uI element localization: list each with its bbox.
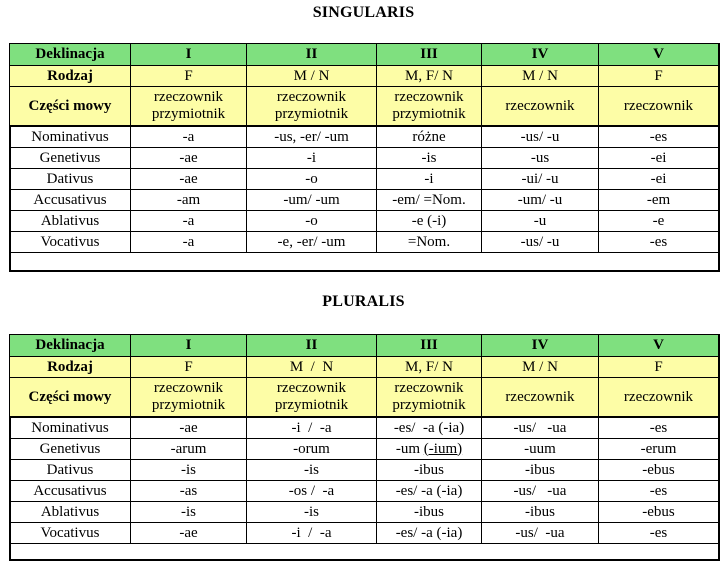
ending-cell: -uum — [482, 439, 599, 460]
rodzaj-cell: F — [131, 66, 247, 87]
case-row — [10, 481, 719, 502]
ending-cell: -a — [131, 211, 247, 232]
ending-cell: -em/ =Nom. — [377, 190, 482, 211]
ending-cell: -i — [377, 169, 482, 190]
ending-cell: -um/ -um — [247, 190, 377, 211]
underlined-ending: (-ium) — [423, 440, 463, 457]
ending-cell: =Nom. — [377, 232, 482, 253]
header-cell: Deklinacja — [10, 44, 131, 66]
ending-cell: -o — [247, 169, 377, 190]
czesci-label: Części mowy — [10, 378, 131, 418]
singularis-table — [9, 43, 719, 253]
ending-cell: -erum — [599, 439, 719, 460]
ending-cell: -os / -a — [247, 481, 377, 502]
ending-cell: -es — [599, 232, 719, 253]
case-row — [10, 502, 719, 523]
ending-cell: -i / -a — [247, 523, 377, 544]
case-name: Accusativus — [10, 481, 131, 502]
ending-cell: -ei — [599, 148, 719, 169]
ending-cell: -ibus — [377, 460, 482, 481]
rodzaj-cell: M / N — [482, 357, 599, 378]
header-row — [10, 44, 719, 66]
ending-cell: -ibus — [377, 502, 482, 523]
header-cell: III — [377, 335, 482, 357]
ending-cell: -am — [131, 190, 247, 211]
header-cell: Deklinacja — [10, 335, 131, 357]
czesci-cell: rzeczownik przymiotnik — [131, 87, 247, 127]
ending-cell: -ae — [131, 523, 247, 544]
ending-cell: -us, -er/ -um — [247, 126, 377, 148]
rodzaj-cell: M / N — [247, 66, 377, 87]
rodzaj-cell: F — [599, 357, 719, 378]
czesci-cell: rzeczownik — [599, 87, 719, 127]
ending-cell: -es/ -a (-ia) — [377, 523, 482, 544]
ending-cell: -us/ -ua — [482, 417, 599, 439]
ending-cell: -is — [131, 460, 247, 481]
ending-cell: -e — [599, 211, 719, 232]
rodzaj-cell: M, F/ N — [377, 66, 482, 87]
header-cell: I — [131, 44, 247, 66]
header-cell: I — [131, 335, 247, 357]
header-cell: III — [377, 44, 482, 66]
rodzaj-cell: M / N — [482, 66, 599, 87]
ending-cell: -em — [599, 190, 719, 211]
header-cell: V — [599, 335, 719, 357]
case-row — [10, 232, 719, 253]
ending-cell: -ibus — [482, 502, 599, 523]
czesci-cell: rzeczownik przymiotnik — [377, 87, 482, 127]
ending-cell: -arum — [131, 439, 247, 460]
ending-cell: -as — [131, 481, 247, 502]
ending-cell: -ibus — [482, 460, 599, 481]
ending-cell: -ui/ -u — [482, 169, 599, 190]
rodzaj-label: Rodzaj — [10, 357, 131, 378]
rodzaj-label: Rodzaj — [10, 66, 131, 87]
case-name: Genetivus — [10, 439, 131, 460]
ending-cell: -us/ -u — [482, 126, 599, 148]
rodzaj-cell: F — [131, 357, 247, 378]
czesci-row — [10, 378, 719, 418]
case-name: Nominativus — [10, 417, 131, 439]
rodzaj-cell: M, F/ N — [377, 357, 482, 378]
ending-cell: -ae — [131, 169, 247, 190]
case-row — [10, 169, 719, 190]
ending-cell: -o — [247, 211, 377, 232]
ending-cell: -i / -a — [247, 417, 377, 439]
ending-cell: -ebus — [599, 460, 719, 481]
case-name: Vocativus — [10, 232, 131, 253]
case-row — [10, 439, 719, 460]
czesci-row — [10, 87, 719, 127]
ending-cell: -es — [599, 481, 719, 502]
header-cell: II — [247, 44, 377, 66]
ending-cell: -ae — [131, 417, 247, 439]
case-name: Vocativus — [10, 523, 131, 544]
case-name: Ablativus — [10, 211, 131, 232]
czesci-cell: rzeczownik — [482, 87, 599, 127]
case-row — [10, 148, 719, 169]
case-name: Nominativus — [10, 126, 131, 148]
case-row — [10, 417, 719, 439]
case-row — [10, 523, 719, 544]
czesci-cell: rzeczownik — [482, 378, 599, 418]
ending-cell: -a — [131, 232, 247, 253]
rodzaj-cell: F — [599, 66, 719, 87]
ending-cell: -e, -er/ -um — [247, 232, 377, 253]
czesci-cell: rzeczownik — [599, 378, 719, 418]
czesci-cell: rzeczownik przymiotnik — [377, 378, 482, 418]
case-row — [10, 211, 719, 232]
pluralis-title: PLURALIS — [322, 293, 405, 310]
rodzaj-row — [10, 66, 719, 87]
czesci-label: Części mowy — [10, 87, 131, 127]
ending-cell: -is — [247, 460, 377, 481]
rodzaj-cell: M / N — [247, 357, 377, 378]
ending-cell: -es — [599, 523, 719, 544]
ending-cell: -es/ -a (-ia) — [377, 481, 482, 502]
singularis-title: SINGULARIS — [312, 4, 415, 21]
rodzaj-row — [10, 357, 719, 378]
header-cell: V — [599, 44, 719, 66]
ending-cell: -e (-i) — [377, 211, 482, 232]
case-row — [10, 126, 719, 148]
case-name: Dativus — [10, 169, 131, 190]
czesci-cell: rzeczownik przymiotnik — [131, 378, 247, 418]
ending-cell: -um/ -u — [482, 190, 599, 211]
header-row — [10, 335, 719, 357]
ending-cell: -um (-ium) — [377, 439, 482, 460]
ending-cell: -us/ -ua — [482, 523, 599, 544]
case-row — [10, 190, 719, 211]
case-name: Dativus — [10, 460, 131, 481]
ending-cell: -ebus — [599, 502, 719, 523]
czesci-cell: rzeczownik przymiotnik — [247, 378, 377, 418]
czesci-cell: rzeczownik przymiotnik — [247, 87, 377, 127]
case-name: Genetivus — [10, 148, 131, 169]
ending-cell: -us/ -u — [482, 232, 599, 253]
ending-cell: -es — [599, 417, 719, 439]
case-name: Ablativus — [10, 502, 131, 523]
ending-cell: -us/ -ua — [482, 481, 599, 502]
pluralis-table — [9, 334, 719, 544]
header-cell: IV — [482, 335, 599, 357]
header-cell: II — [247, 335, 377, 357]
ending-cell: -is — [377, 148, 482, 169]
ending-cell: -is — [131, 502, 247, 523]
ending-cell: -ei — [599, 169, 719, 190]
ending-cell: -a — [131, 126, 247, 148]
case-row — [10, 460, 719, 481]
ending-cell: -orum — [247, 439, 377, 460]
header-cell: IV — [482, 44, 599, 66]
ending-cell: -us — [482, 148, 599, 169]
ending-cell: -es — [599, 126, 719, 148]
ending-cell: -es/ -a (-ia) — [377, 417, 482, 439]
ending-cell: -ae — [131, 148, 247, 169]
ending-cell: -is — [247, 502, 377, 523]
ending-cell: -u — [482, 211, 599, 232]
ending-cell: -i — [247, 148, 377, 169]
ending-cell: różne — [377, 126, 482, 148]
case-name: Accusativus — [10, 190, 131, 211]
